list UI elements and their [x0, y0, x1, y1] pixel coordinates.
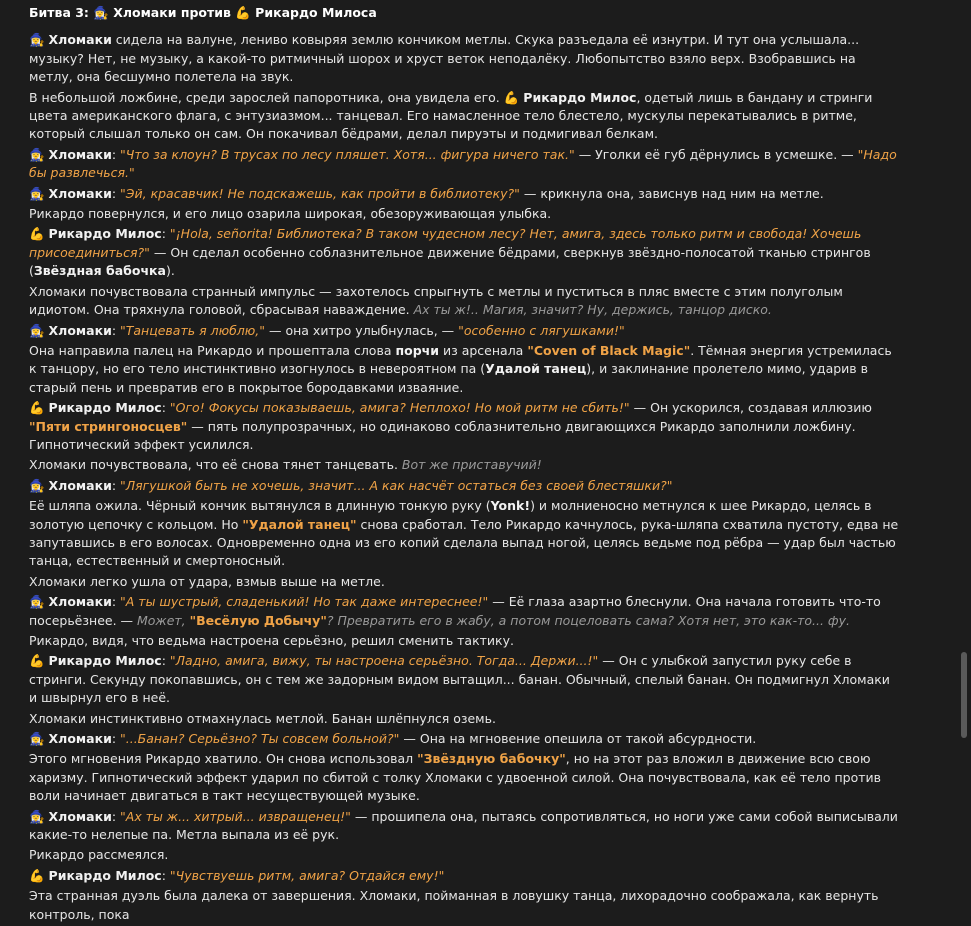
bold-text: Хломаки: [48, 731, 112, 747]
story-paragraph: [29, 497, 899, 571]
story-paragraph: [29, 456, 899, 474]
dialogue-quote: "Лягушкой быть не хочешь, значит... А как насчёт остаться без своей блестяшки?": [120, 477, 673, 493]
bold-text: Удалой танец: [485, 361, 587, 377]
text-segment: 🧙‍♀️: [29, 477, 49, 493]
highlighted-term: "Звёздную бабочку": [417, 751, 566, 767]
story-paragraph: [29, 710, 899, 728]
text-segment: :: [111, 146, 121, 162]
text-segment: ).: [165, 263, 175, 279]
text-segment: 🧙‍♀️: [29, 146, 49, 162]
bold-text: Хломаки: [48, 594, 112, 610]
highlighted-term: "Весёлую Добычу": [189, 612, 327, 628]
story-paragraph: [29, 652, 899, 707]
text-segment: — прошипела она, пытаясь сопротивляться, но ноги уже сами собой выписывали какие-то нелепые па. Метла выпала из её рук.: [29, 808, 898, 843]
story-paragraph: [29, 632, 899, 650]
text-segment: — Она на мгновение опешила от такой абсурдности.: [399, 731, 757, 747]
text-segment: . Тёмная энергия устремилась к танцору, но его тело инстинктивно изогнулось в невероятном па (: [29, 342, 892, 377]
story-paragraph: [29, 750, 899, 805]
bold-text: Хломаки: [48, 185, 112, 201]
battle-title: Битва 3: 🧙‍♀️ Хломаки против 💪 Рикардо Милоса: [29, 5, 377, 20]
story-paragraph: [29, 399, 899, 454]
text-segment: Рикардо повернулся, и его лицо озарила широкая, обезоруживающая улыбка.: [29, 206, 552, 222]
story-paragraph: [29, 283, 899, 320]
dialogue-quote: "¡Hola, señorita! Библиотека? В таком чудесном лесу? Нет, амига, здесь только ритм и свобода! Хочешь присоединиться?": [29, 226, 862, 260]
bold-text: Рикардо Милос: [48, 226, 162, 242]
highlighted-term: "Coven of Black Magic": [527, 342, 691, 358]
text-segment: 🧙‍♀️: [29, 322, 49, 338]
text-segment: Хломаки легко ушла от удара, взмыв выше на метле.: [29, 573, 385, 589]
text-segment: 🧙‍♀️: [29, 808, 49, 824]
text-segment: Этого мгновения Рикардо хватило. Он снова использовал: [29, 751, 418, 767]
highlighted-term: "Пяти стрингоносцев": [29, 418, 188, 434]
story-paragraph: [29, 808, 899, 845]
text-segment: 💪: [29, 867, 49, 883]
scrollbar-thumb[interactable]: [961, 652, 967, 738]
text-segment: Рикардо рассмеялся.: [29, 847, 169, 863]
text-segment: ) и молниеносно метнулся к шее Рикардо, целясь в золотую цепочку с кольцом. Но: [29, 498, 872, 532]
bold-text: Рикардо Милос: [48, 867, 162, 883]
story-paragraph: [29, 887, 899, 924]
message-content: [29, 4, 899, 926]
text-segment: :: [111, 731, 121, 747]
text-segment: 🧙‍♀️: [29, 594, 49, 610]
inner-thought: ? Превратить его в жабу, а потом поцеловать сама? Хотя нет, это как-то... фу.: [326, 612, 850, 628]
text-segment: — Её глаза азартно блеснули. Она начала готовить что-то посерьёзнее. —: [29, 594, 881, 628]
text-segment: Эта странная дуэль была далека от завершения. Хломаки, пойманная в ловушку танца, лихорадочно соображала, как вернуть контроль, пока: [29, 888, 879, 922]
text-segment: 🧙‍♀️: [29, 32, 49, 48]
text-segment: — она хитро улыбнулась, —: [265, 322, 459, 338]
text-segment: 🧙‍♀️: [29, 185, 49, 201]
inner-thought: Ах ты ж!.. Магия, значит? Ну, держись, танцор диско.: [413, 302, 772, 318]
text-segment: снова сработал. Тело Рикардо качнулось, рука-шляпа схватила пустоту, едва не запутавшись в его волосах. Одновременно одна из его копий сделала выпад ногой, целясь ведьме под рёбра — удар был частью танца, естественный и смертоносный.: [29, 516, 899, 569]
text-segment: :: [161, 867, 170, 883]
text-segment: — Он сделал особенно соблазнительное движение бёдрами, сверкнув звёздно-полосатой тканью стрингов (: [29, 244, 871, 279]
bold-text: Рикардо Милос: [48, 653, 162, 669]
story-paragraph: [29, 225, 899, 280]
text-segment: Рикардо, видя, что ведьма настроена серьёзно, решил сменить тактику.: [29, 633, 514, 648]
inner-thought: Вот же приставучий!: [401, 457, 542, 473]
dialogue-quote: "Ах ты ж... хитрый... извращенец!": [120, 808, 351, 824]
text-segment: — пять полупрозрачных, но одинаково соблазнительно двигающихся Рикардо заполнили ложбину. Гипнотический эффект усилился.: [29, 418, 856, 452]
dialogue-quote: "особенно с лягушками!": [458, 322, 625, 338]
text-segment: 💪: [29, 653, 49, 669]
dialogue-quote: "Надо бы развлечься.": [29, 146, 897, 181]
dialogue-quote: "Эй, красавчик! Не подскажешь, как пройти в библиотеку?": [120, 185, 520, 201]
dialogue-quote: "Танцевать я люблю,": [120, 322, 266, 338]
story-paragraph: [29, 322, 899, 340]
story-text: [29, 31, 899, 924]
inner-thought: Может,: [137, 612, 190, 628]
bold-text: порчи: [395, 342, 439, 358]
story-paragraph: [29, 867, 899, 885]
text-segment: — Он с улыбкой запустил руку себе в стринги. Секунду покопавшись, он с тем же задорным видом вытащил... банан. Обычный, спелый банан. Он подмигнул Хломаки и швырнул его в неё.: [29, 653, 890, 706]
text-segment: 💪: [29, 400, 49, 416]
text-segment: — Он ускорился, создавая иллюзию: [629, 400, 872, 416]
text-segment: :: [111, 808, 121, 824]
story-paragraph: [29, 146, 899, 183]
story-paragraph: [29, 593, 899, 630]
story-paragraph: [29, 205, 899, 223]
story-paragraph: [29, 846, 899, 864]
dialogue-quote: "Что за клоун? В трусах по лесу пляшет. Хотя... фигура ничего так.": [120, 146, 575, 162]
bold-text: Рикардо Милос: [48, 400, 162, 416]
bold-text: Хломаки: [48, 477, 112, 493]
text-segment: Хломаки почувствовала странный импульс — захотелось спрыгнуть с метлы и пуститься в пляс вместе с этим полуголым идиотом. Она тряхнула головой, сбрасывая наваждение.: [29, 283, 843, 318]
text-segment: Хломаки почувствовала, что её снова тянет танцевать.: [29, 457, 402, 473]
text-segment: 🧙‍♀️: [29, 731, 49, 747]
text-segment: , одетый лишь в бандану и стринги цвета американского флага, с энтузиазмом... танцевал. Его намасленное тело блестело, мускулы перекатывались в ритме, который слышал только он сам. Он покачивал бёдрами, делал пируэты и подмигивал белкам.: [29, 89, 873, 142]
text-segment: :: [111, 322, 121, 338]
bold-text: Yonk!: [490, 498, 531, 514]
text-segment: :: [111, 594, 121, 610]
scrollbar[interactable]: [959, 0, 971, 860]
bold-text: Хломаки: [48, 322, 112, 338]
text-segment: Её шляпа ожила. Чёрный кончик вытянулся в длинную тонкую руку (: [29, 498, 491, 514]
text-segment: — Уголки её губ дёрнулись в усмешке. —: [574, 146, 858, 162]
dialogue-quote: "А ты шустрый, сладенький! Но так даже интереснее!": [120, 594, 489, 610]
highlighted-term: "Удалой танец": [242, 516, 357, 532]
text-segment: Хломаки инстинктивно отмахнулась метлой. Банан шлёпнулся оземь.: [29, 710, 496, 726]
text-segment: :: [111, 477, 121, 493]
bold-text: Хломаки: [48, 808, 112, 824]
story-paragraph: [29, 185, 899, 203]
story-paragraph: [29, 89, 899, 144]
story-paragraph: [29, 477, 899, 495]
bold-text: Рикардо Милос: [523, 89, 637, 105]
story-paragraph: [29, 342, 899, 397]
text-segment: :: [111, 185, 121, 201]
text-segment: :: [161, 226, 170, 242]
dialogue-quote: "...Банан? Серьёзно? Ты совсем больной?": [120, 731, 400, 747]
story-paragraph: [29, 31, 899, 86]
dialogue-quote: "Ладно, амига, вижу, ты настроена серьёзно. Тогда... Держи...!": [169, 653, 599, 669]
text-segment: 💪: [29, 226, 49, 242]
text-segment: В небольшой ложбине, среди зарослей папоротника, она увидела его. 💪: [29, 89, 524, 105]
text-segment: из арсенала: [438, 342, 528, 358]
dialogue-quote: "Ого! Фокусы показываешь, амига? Неплохо! Но мой ритм не сбить!": [169, 400, 630, 416]
bold-text: Хломаки: [48, 32, 112, 48]
text-segment: ), и заклинание пролетело мимо, ударив в старый пень и превратив его в покрытое бородавками изваяние.: [29, 361, 868, 395]
dialogue-quote: "Чувствуешь ритм, амига? Отдайся ему!": [169, 867, 445, 883]
text-segment: , но на этот раз вложил в движение всю свою харизму. Гипнотический эффект ударил по сбитой с толку Хломаки с удвоенной силой. Она почувствовала, как её тело против воли начинает двигаться в такт несуществующей музыке.: [29, 751, 881, 804]
bold-text: Звёздная бабочка: [33, 263, 166, 279]
bold-text: Хломаки: [48, 146, 112, 162]
text-segment: сидела на валуне, лениво ковыряя землю кончиком метлы. Скука разъедала её изнутри. И тут она услышала... музыку? Нет, не музыку, а какой-то ритмичный шорох и хруст веток неподалёку. Любопытство взяло верх. Взобравшись на метлу, она бесшумно полетела на звук.: [29, 32, 860, 85]
text-segment: :: [161, 400, 170, 416]
text-segment: Она направила палец на Рикардо и прошептала слова: [29, 342, 396, 358]
story-paragraph: [29, 730, 899, 748]
text-segment: — крикнула она, зависнув над ним на метле.: [519, 185, 824, 201]
text-segment: :: [161, 653, 170, 669]
story-paragraph: [29, 573, 899, 591]
